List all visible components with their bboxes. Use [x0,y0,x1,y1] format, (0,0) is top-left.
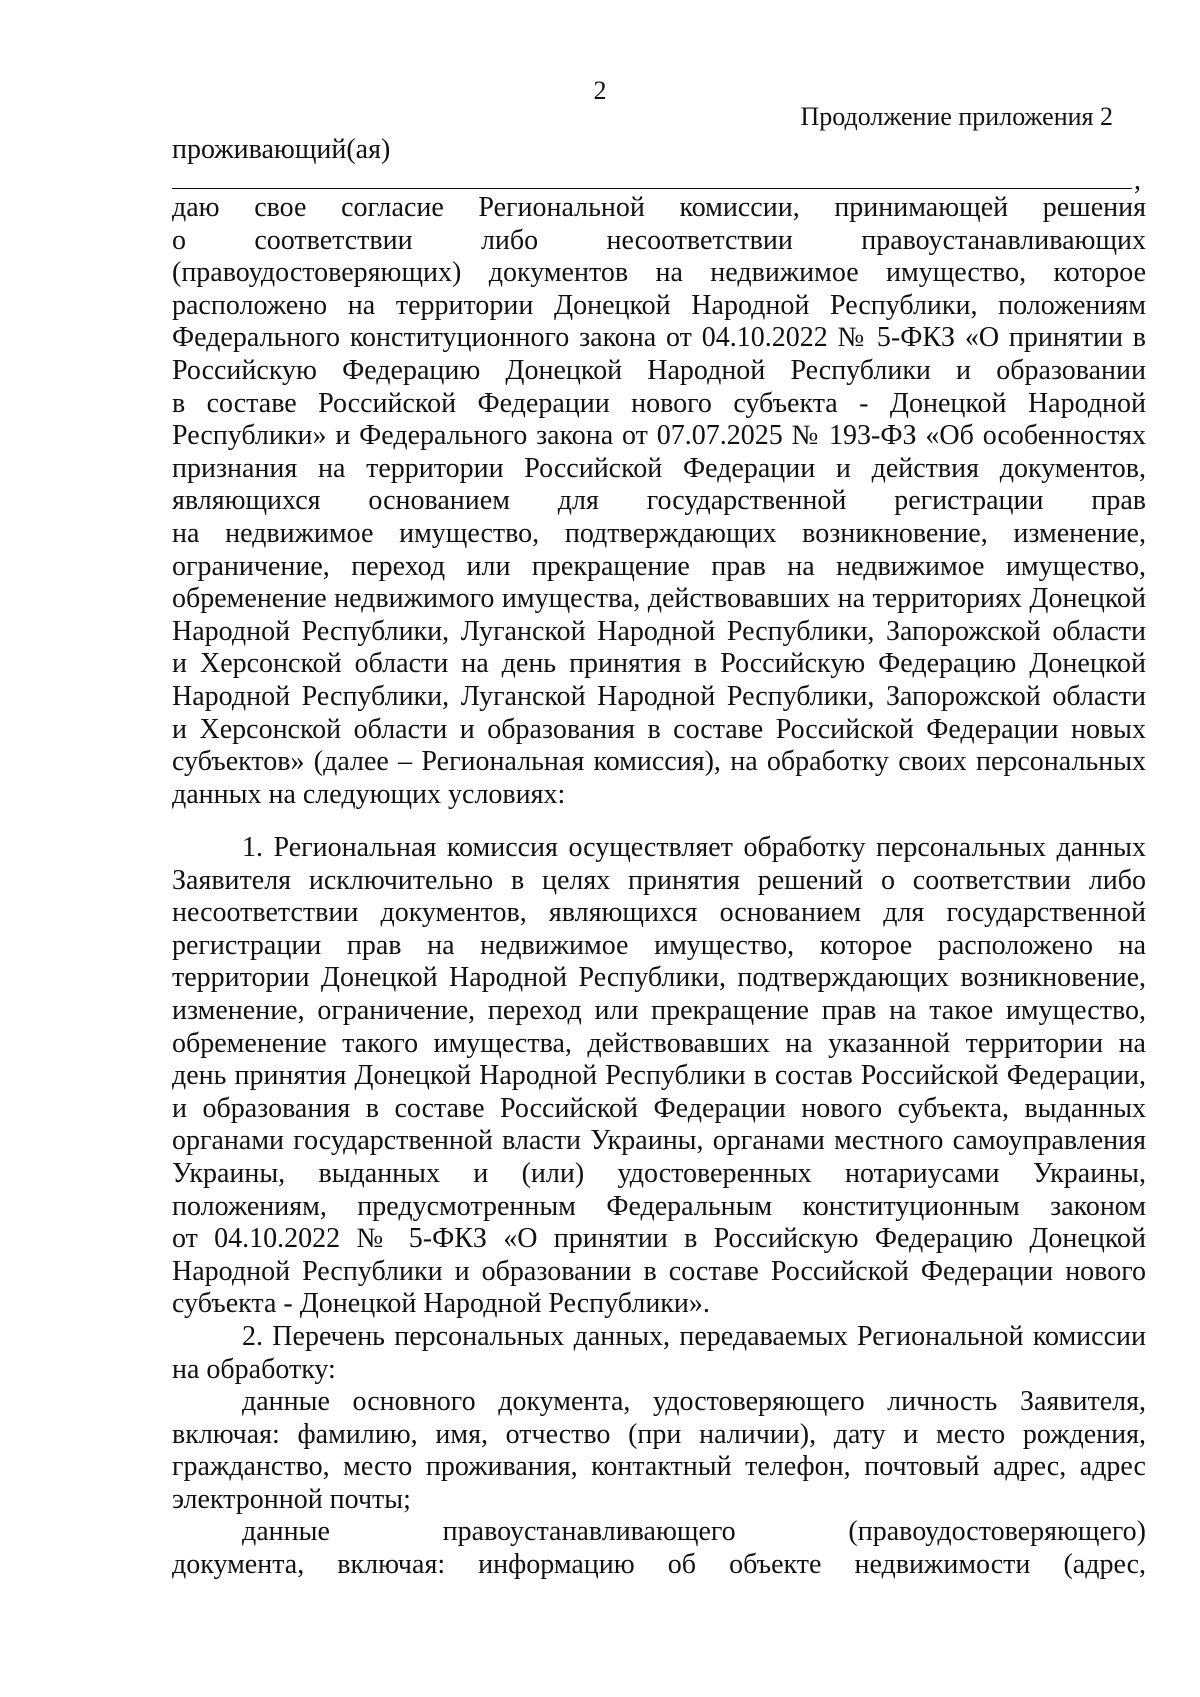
item-1-line: территории Донецкой Народной Республики, подтверждающих возникновение, [172,962,1146,994]
fill-line-comma: , [1134,165,1141,196]
consent-line: о соответствии либо несоответствии правоустанавливающих [172,224,1146,256]
item-2a-line: включая: фамилию, имя, отчество (при наличии), дату и место рождения, [172,1418,1146,1450]
item-1-line: обременение такого имущества, действовавших на указанной территории на [172,1027,1146,1059]
consent-paragraph [172,192,1146,811]
consent-line: ограничение, переход или прекращение прав на недвижимое имущество, [172,550,1146,582]
page-number: 2 [593,76,607,105]
item-1-line: несоответствии документов, являющихся основанием для государственной [172,897,1146,929]
item-1-line: день принятия Донецкой Народной Республики в состав Российской Федерации, [172,1060,1146,1092]
item-1-paragraph [172,832,1146,1582]
consent-line: субъектов» (далее – Региональная комиссия), на обработку своих персональных [172,746,1146,778]
consent-line: признания на территории Российской Федерации и действия документов, [172,452,1146,484]
item-2b-line: данные правоустанавливающего (правоудостоверяющего) [242,1516,1146,1548]
item-2-line: на обработку: [172,1353,336,1385]
item-1-line: изменение, ограничение, переход или прекращение прав на такое имущество, [172,994,1146,1026]
consent-line: даю свое согласие Региональной комиссии, принимающей решения [172,192,1146,223]
item-1-line: от 04.10.2022 № 5-ФКЗ «О принятии в Российскую Федерацию Донецкой [172,1223,1146,1255]
item-1-line: субъекта - Донецкой Народной Республики». [172,1288,710,1320]
item-1-line: органами государственной власти Украины, органами местного самоуправления [172,1125,1146,1157]
item-1-line: и образования в составе Российской Федерации нового субъекта, выданных [172,1092,1146,1124]
consent-line: являющихся основанием для государственной регистрации прав [172,485,1146,517]
item-2a-line: электронной почты; [172,1483,411,1515]
consent-line: расположено на территории Донецкой Народной Республики, положениям [172,289,1146,321]
item-1-line: Народной Республики и образовании в составе Российской Федерации нового [172,1255,1146,1287]
item-1-line: положениям, предусмотренным Федеральным конституционным законом [172,1190,1146,1222]
consent-line: данных на следующих условиях: [172,778,566,810]
consent-line: и Херсонской области на день принятия в Российскую Федерацию Донецкой [172,648,1146,680]
consent-line: Федерального конституционного закона от 04.10.2022 № 5-ФКЗ «О принятии в [172,322,1146,354]
item-2-line: 2. Перечень персональных данных, передаваемых Региональной комиссии [242,1320,1146,1352]
consent-line: Народной Республики, Луганской Народной Республики, Запорожской области [172,615,1146,647]
item-1-line: 1. Региональная комиссия осуществляет обработку персональных данных [242,832,1146,863]
item-1-line: Украины, выданных и (или) удостоверенных нотариусами Украины, [172,1157,1146,1189]
item-2a-line: гражданство, место проживания, контактный телефон, почтовый адрес, адрес [172,1451,1146,1483]
consent-line: в составе Российской Федерации нового субъекта - Донецкой Народной [172,387,1146,419]
consent-line: (правоудостоверяющих) документов на недвижимое имущество, которое [172,257,1146,289]
residence-fill-line [172,188,1132,189]
item-2b-line: документа, включая: информацию об объекте недвижимости (адрес, [172,1549,1146,1581]
appendix-continuation-note: Продолжение приложения 2 [800,102,1113,131]
consent-line: и Херсонской области и образования в составе Российской Федерации новых [172,713,1146,745]
item-2a-line: данные основного документа, удостоверяющего личность Заявителя, [242,1386,1146,1418]
residence-label: проживающий(ая) [172,134,391,165]
consent-line: Республики» и Федерального закона от 07.07.2025 № 193-ФЗ «Об особенностях [172,420,1146,452]
consent-line: Народной Республики, Луганской Народной Республики, Запорожской области [172,680,1146,712]
item-1-line: регистрации прав на недвижимое имущество, которое расположено на [172,929,1146,961]
consent-line: обременение недвижимого имущества, действовавших на территориях Донецкой [172,583,1146,615]
consent-line: на недвижимое имущество, подтверждающих возникновение, изменение, [172,517,1146,549]
consent-line: Российскую Федерацию Донецкой Народной Республики и образовании [172,354,1146,386]
item-1-line: Заявителя исключительно в целях принятия решений о соответствии либо [172,864,1146,896]
